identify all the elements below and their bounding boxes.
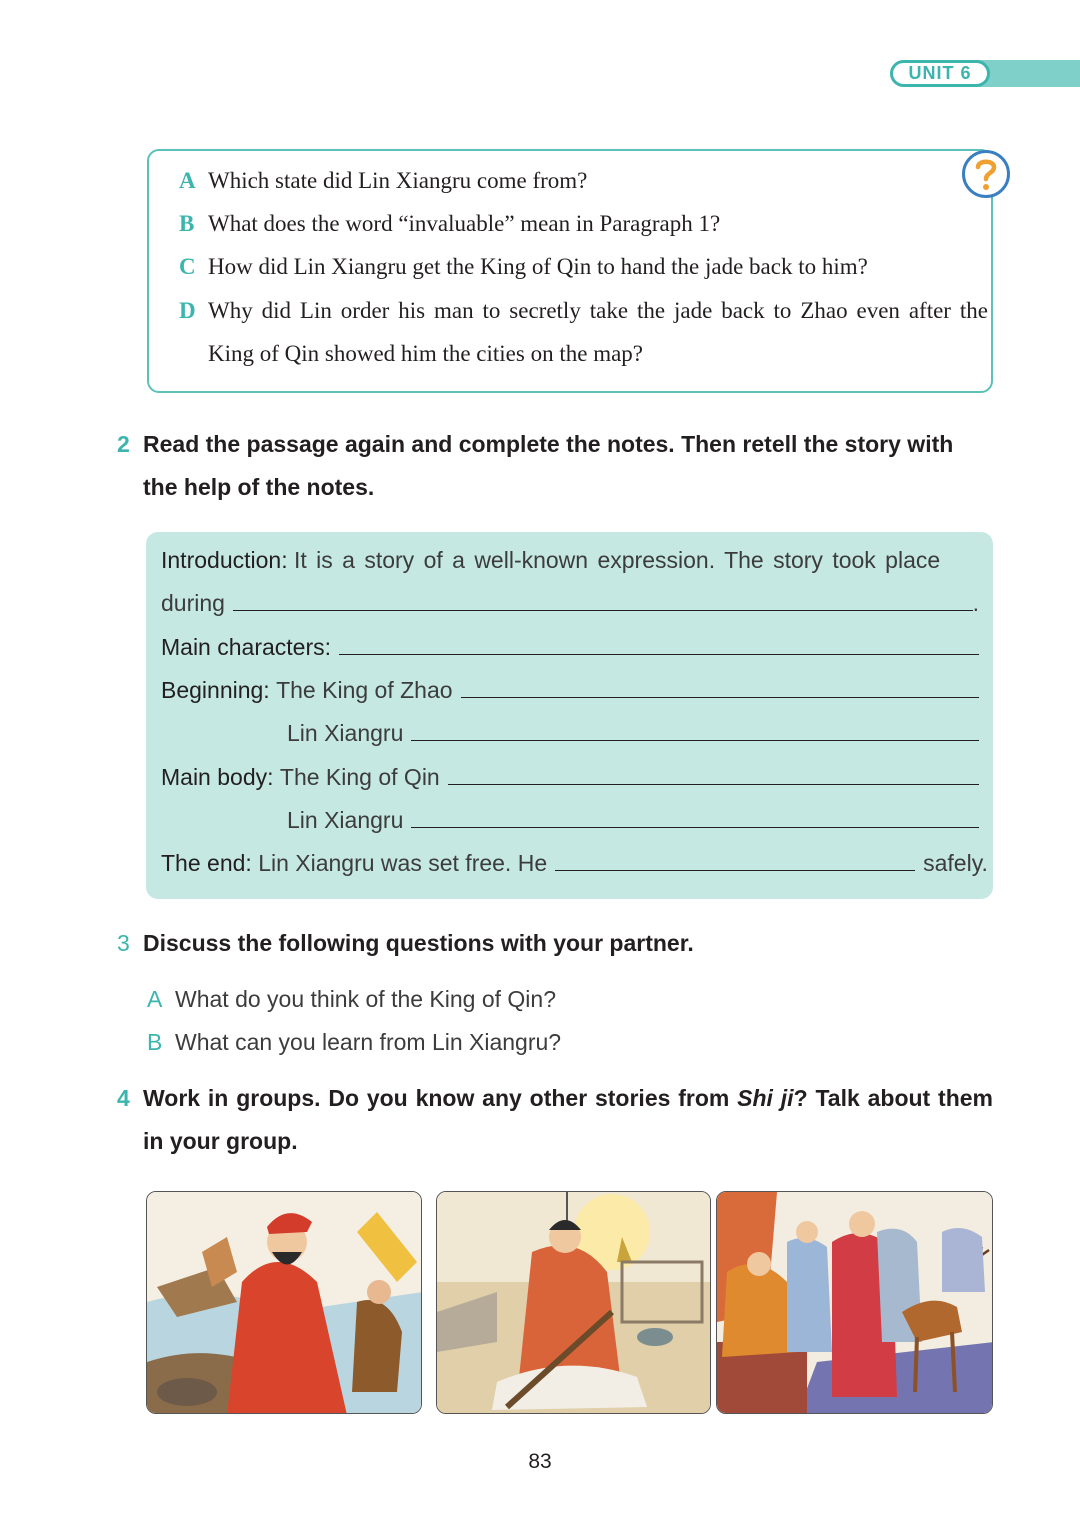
- discuss-text: What do you think of the King of Qin?: [175, 986, 557, 1012]
- section4-italic: Shi ji: [737, 1085, 794, 1111]
- body-text-1: The King of Qin: [279, 764, 440, 790]
- question-text: Which state did Lin Xiangru come from?: [208, 168, 588, 193]
- unit-tab: [890, 60, 990, 87]
- end-text: Lin Xiangru was set free. He: [258, 850, 548, 876]
- question-text: How did Lin Xiangru get the King of Qin to hand the jade back to him?: [208, 254, 868, 279]
- illustration-broken-boats: [146, 1191, 422, 1414]
- beginning-text-2: Lin Xiangru: [287, 720, 404, 746]
- question-item: [0, 202, 1080, 245]
- notes-body-line-2: [287, 799, 979, 842]
- discuss-item: [0, 978, 1080, 1021]
- page-number: 83: [528, 1450, 552, 1473]
- section-3-heading: [117, 922, 997, 965]
- question-letter: C: [179, 254, 196, 279]
- question-item: [0, 159, 1080, 202]
- characters-label: Main characters:: [161, 634, 332, 660]
- beginning-blank-2[interactable]: [411, 716, 979, 741]
- question-item: [0, 289, 1080, 375]
- body-text-2: Lin Xiangru: [287, 807, 404, 833]
- section-4-heading: [117, 1077, 997, 1163]
- intro-text: It is a story of a well-known expression. The story took place: [293, 547, 941, 573]
- unit-tab-label: UNIT 6: [908, 63, 972, 83]
- body-blank-2[interactable]: [411, 803, 979, 828]
- section-number: 3: [117, 930, 130, 956]
- notes-characters-line: [161, 626, 979, 669]
- section-text: [143, 1077, 993, 1163]
- characters-blank[interactable]: [339, 630, 979, 655]
- section4-text-after: ? Talk about them in your group.: [143, 1085, 993, 1154]
- notes-during-line: [161, 582, 979, 625]
- section-text: Read the passage again and complete the notes. Then retell the story with the help of the notes.: [143, 431, 954, 500]
- intro-period: .: [972, 590, 979, 616]
- beginning-blank-1[interactable]: [461, 673, 979, 698]
- section-number: 2: [117, 431, 130, 457]
- body-blank-1[interactable]: [448, 760, 979, 785]
- body-label: Main body:: [161, 764, 274, 790]
- discuss-item: [0, 1021, 1080, 1064]
- end-after: safely.: [923, 850, 988, 876]
- section-text: Discuss the following questions with your partner.: [143, 930, 694, 956]
- intro-during: during: [161, 590, 225, 616]
- illustration-hanging-hair-study: [436, 1191, 711, 1414]
- discuss-letter: B: [147, 1029, 163, 1055]
- question-text: Why did Lin order his man to secretly take the jade back to Zhao even after the King of Qin showed him the cities on the map?: [208, 298, 988, 366]
- notes-beginning-line-2: [287, 712, 979, 755]
- notes-end-line: [161, 842, 988, 885]
- end-blank[interactable]: [555, 846, 915, 871]
- section4-text-before: Work in groups. Do you know any other stories from: [143, 1085, 738, 1111]
- question-letter: D: [179, 298, 196, 323]
- question-letter: B: [179, 211, 195, 236]
- question-item: [0, 245, 1080, 288]
- end-label: The end:: [161, 850, 252, 876]
- discuss-text: What can you learn from Lin Xiangru?: [175, 1029, 562, 1055]
- beginning-label: Beginning:: [161, 677, 270, 703]
- notes-body-line: [161, 756, 979, 799]
- illustration-deer-horse: [716, 1191, 993, 1414]
- question-letter: A: [179, 168, 196, 193]
- notes-intro-line: [161, 539, 979, 582]
- intro-label: Introduction:: [161, 547, 288, 573]
- question-text: What does the word “invaluable” mean in Paragraph 1?: [208, 211, 721, 236]
- discuss-letter: A: [147, 986, 163, 1012]
- notes-beginning-line: [161, 669, 979, 712]
- beginning-text-1: The King of Zhao: [276, 677, 453, 703]
- period-blank[interactable]: [233, 586, 973, 611]
- section-number: 4: [117, 1085, 130, 1111]
- section-2-heading: [117, 423, 997, 509]
